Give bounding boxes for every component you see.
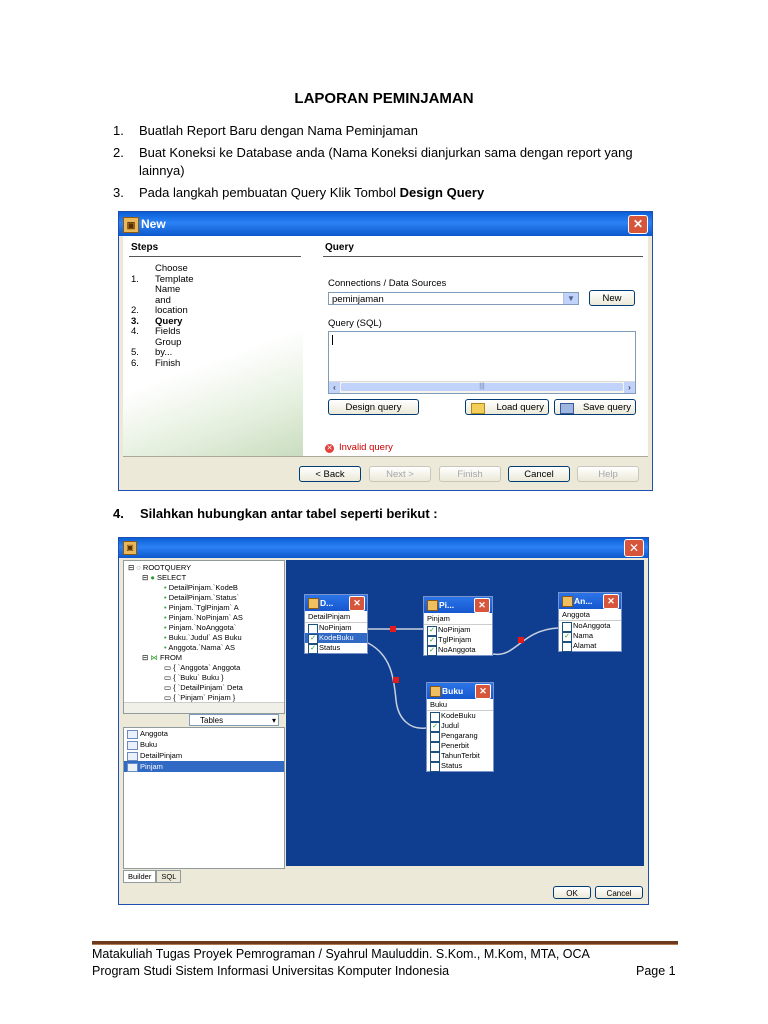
tree-leaf[interactable]: • Pinjam.`TglPinjam` A bbox=[164, 603, 239, 612]
steps-list bbox=[131, 263, 194, 369]
wizard-title: New bbox=[141, 217, 166, 231]
entity-detailpinjam[interactable] bbox=[304, 594, 368, 654]
instruction-item: 1. Buatlah Report Baru dengan Nama Peminjaman bbox=[113, 123, 418, 138]
instruction-list bbox=[113, 122, 653, 206]
design-query-button[interactable]: Design query bbox=[328, 399, 419, 415]
query-tree[interactable] bbox=[123, 560, 285, 714]
checkbox[interactable]: ✓ bbox=[430, 722, 440, 732]
tab-builder[interactable]: Builder bbox=[123, 870, 156, 883]
new-report-wizard bbox=[118, 211, 653, 491]
close-icon[interactable]: ✕ bbox=[475, 684, 491, 699]
tree-leaf[interactable]: • DetailPinjam.`KodeB bbox=[164, 583, 238, 592]
entity-name: Buku bbox=[427, 699, 493, 711]
divider bbox=[129, 256, 301, 257]
instruction-item: 2. Buat Koneksi ke Database anda (Nama Koneksi dianjurkan sama dengan report yang lainnya) bbox=[113, 145, 633, 178]
field-row[interactable]: ✓ TglPinjam bbox=[424, 635, 492, 645]
table-item-pinjam[interactable]: Pinjam bbox=[124, 761, 284, 772]
chevron-down-icon[interactable]: ▾ bbox=[271, 716, 276, 725]
scroll-left-icon[interactable]: ‹ bbox=[329, 382, 340, 393]
tree-node-select[interactable]: ⊟ ● SELECT bbox=[142, 573, 187, 582]
field-row[interactable]: ✓ Status bbox=[305, 643, 367, 653]
cancel-button[interactable]: Cancel bbox=[508, 466, 570, 482]
close-icon[interactable]: ✕ bbox=[624, 539, 644, 557]
table-item-anggota[interactable]: Anggota bbox=[124, 728, 284, 739]
invalid-query-message: ✕ Invalid query bbox=[326, 442, 393, 453]
table-icon bbox=[562, 596, 573, 607]
step-item: 2.Name and location bbox=[131, 284, 188, 316]
tree-leaf[interactable]: • DetailPinjam.`Status` bbox=[164, 593, 240, 602]
entity-anggota[interactable] bbox=[558, 592, 622, 652]
entity-name: Anggota bbox=[559, 609, 621, 621]
checkbox[interactable]: ✓ bbox=[308, 644, 318, 654]
step-item: 4. Fields bbox=[131, 326, 181, 337]
wizard-title-bar bbox=[119, 212, 652, 236]
checkbox[interactable]: ✓ bbox=[562, 632, 572, 642]
relation-line bbox=[368, 643, 426, 728]
load-query-button[interactable]: Load query bbox=[465, 399, 549, 415]
field-row[interactable]: Penerbit bbox=[427, 741, 493, 751]
close-icon[interactable]: ✕ bbox=[603, 594, 619, 609]
field-row[interactable]: ✓ KodeBuku bbox=[305, 633, 367, 643]
field-row[interactable]: NoAnggota bbox=[559, 621, 621, 631]
tree-node-from[interactable]: ⊟ ⋈ FROM bbox=[142, 653, 183, 662]
table-item-detailpinjam[interactable]: DetailPinjam bbox=[124, 750, 284, 761]
checkbox[interactable]: ✓ bbox=[427, 636, 437, 646]
step-item-current: 3. Query bbox=[131, 315, 183, 327]
scroll-thumb[interactable]: ||| bbox=[341, 383, 623, 391]
text-cursor bbox=[332, 335, 333, 345]
field-row[interactable]: Pengarang bbox=[427, 731, 493, 741]
relation-line bbox=[493, 628, 558, 654]
horizontal-scrollbar[interactable] bbox=[329, 381, 635, 393]
close-icon[interactable]: ✕ bbox=[474, 598, 490, 613]
field-row[interactable]: Status bbox=[427, 761, 493, 771]
connection-select[interactable]: peminjaman ▼ bbox=[328, 292, 579, 305]
footer-program: Program Studi Sistem Informasi Universitas Komputer Indonesia bbox=[92, 964, 450, 978]
next-button[interactable]: Next > bbox=[369, 466, 431, 482]
tree-leaf[interactable]: • Anggota.`Nama` AS bbox=[164, 643, 236, 652]
field-row[interactable]: ✓ Judul bbox=[427, 721, 493, 731]
checkbox[interactable]: ✓ bbox=[427, 626, 437, 636]
checkbox[interactable] bbox=[430, 762, 440, 772]
close-icon[interactable]: ✕ bbox=[349, 596, 365, 611]
steps-pane bbox=[123, 236, 303, 456]
field-row[interactable]: TahunTerbit bbox=[427, 751, 493, 761]
footer-divider bbox=[92, 941, 678, 945]
save-query-button[interactable]: Save query bbox=[554, 399, 636, 415]
tree-node-root[interactable]: ⊟ ◌ ROOTQUERY bbox=[128, 563, 192, 572]
table-icon bbox=[308, 598, 319, 609]
ok-button[interactable]: OK bbox=[553, 886, 591, 899]
document-title: LAPORAN PEMINJAMAN bbox=[294, 90, 474, 107]
scroll-right-icon[interactable]: › bbox=[624, 382, 635, 393]
field-row[interactable]: ✓ NoPinjam bbox=[424, 625, 492, 635]
sql-textarea[interactable] bbox=[328, 331, 636, 394]
app-icon: ▣ bbox=[123, 217, 139, 233]
new-connection-button[interactable]: New bbox=[589, 290, 635, 306]
entity-header[interactable]: Pi... ✕ bbox=[424, 597, 492, 613]
finish-button[interactable]: Finish bbox=[439, 466, 501, 482]
field-row[interactable]: NoPinjam bbox=[305, 623, 367, 633]
wizard-body bbox=[123, 236, 648, 456]
check-icon: ● bbox=[150, 573, 155, 582]
tree-leaf[interactable]: ▭ { `DetailPinjam` Deta bbox=[164, 683, 243, 692]
entity-header[interactable]: Buku ✕ bbox=[427, 683, 493, 699]
relation-handle[interactable] bbox=[390, 626, 396, 632]
field-row[interactable]: Alamat bbox=[559, 641, 621, 651]
help-button[interactable]: Help bbox=[577, 466, 639, 482]
error-icon: ✕ bbox=[326, 445, 333, 452]
cancel-button[interactable]: Cancel bbox=[595, 886, 643, 899]
instruction-item-4: 4. Silahkan hubungkan antar tabel seperti berikut : bbox=[113, 506, 438, 521]
builder-tabs bbox=[123, 870, 181, 883]
tab-sql[interactable]: SQL bbox=[156, 870, 181, 883]
query-builder-dialog bbox=[118, 537, 649, 905]
step-item: 5.Group by... bbox=[131, 336, 182, 358]
checkbox[interactable]: ✓ bbox=[427, 646, 437, 656]
entity-buku[interactable] bbox=[426, 682, 494, 772]
tables-list[interactable] bbox=[123, 727, 285, 869]
step-item: 6. Finish bbox=[131, 357, 181, 369]
save-icon bbox=[560, 403, 574, 414]
field-row[interactable]: ✓ NoAnggota bbox=[424, 645, 492, 655]
chevron-down-icon[interactable]: ▼ bbox=[563, 293, 578, 304]
sql-label: Query (SQL) bbox=[328, 318, 382, 329]
field-row[interactable]: KodeBuku bbox=[427, 711, 493, 721]
entity-name: DetailPinjam bbox=[305, 611, 367, 623]
divider bbox=[323, 256, 643, 257]
query-heading: Query bbox=[325, 242, 354, 253]
tree-leaf[interactable]: ▭ { `Buku` Buku } bbox=[164, 673, 224, 682]
table-icon bbox=[430, 686, 441, 697]
tree-leaf[interactable]: ▭ { `Pinjam` Pinjam } bbox=[164, 693, 236, 702]
step-item: 1.Choose Template bbox=[131, 263, 194, 285]
wizard-footer bbox=[123, 456, 648, 489]
close-icon[interactable]: ✕ bbox=[628, 215, 648, 234]
join-icon: ⋈ bbox=[150, 653, 158, 662]
entity-name: Pinjam bbox=[424, 613, 492, 625]
checkbox[interactable]: ✓ bbox=[308, 634, 318, 644]
relation-handle[interactable] bbox=[393, 677, 399, 683]
entity-header[interactable]: An... ✕ bbox=[559, 593, 621, 609]
table-icon bbox=[427, 600, 438, 611]
entity-pinjam[interactable] bbox=[423, 596, 493, 656]
folder-icon bbox=[471, 403, 485, 414]
app-icon: ▣ bbox=[123, 541, 137, 555]
steps-heading: Steps bbox=[131, 242, 159, 253]
back-button[interactable]: < Back bbox=[299, 466, 361, 482]
tables-select[interactable]: Tables ▾ bbox=[189, 714, 279, 726]
footer-course: Matakuliah Tugas Proyek Pemrograman / Syahrul Mauluddin. S.Kom., M.Kom, MTA, OCA bbox=[92, 947, 590, 961]
tree-leaf[interactable]: • Pinjam.`NoPinjam` AS bbox=[164, 613, 243, 622]
diagram-canvas[interactable] bbox=[286, 560, 644, 866]
entity-header[interactable]: D... ✕ bbox=[305, 595, 367, 611]
tree-leaf[interactable]: • Pinjam.`NoAnggota` bbox=[164, 623, 237, 632]
connections-label: Connections / Data Sources bbox=[328, 278, 447, 289]
instruction-item: 3. Pada langkah pembuatan Query Klik Tombol Design Query bbox=[113, 185, 485, 200]
table-item-buku[interactable]: Buku bbox=[124, 739, 284, 750]
page-number: Page 1 bbox=[636, 964, 676, 978]
field-row[interactable]: ✓ Nama bbox=[559, 631, 621, 641]
builder-title-bar bbox=[119, 538, 648, 558]
checkbox[interactable] bbox=[562, 642, 572, 652]
relation-handle[interactable] bbox=[518, 637, 524, 643]
tree-leaf[interactable]: • Buku.`Judul` AS Buku bbox=[164, 633, 242, 642]
tree-leaf[interactable]: ▭ { `Anggota` Anggota bbox=[164, 663, 241, 672]
horizontal-scrollbar[interactable] bbox=[124, 702, 284, 713]
